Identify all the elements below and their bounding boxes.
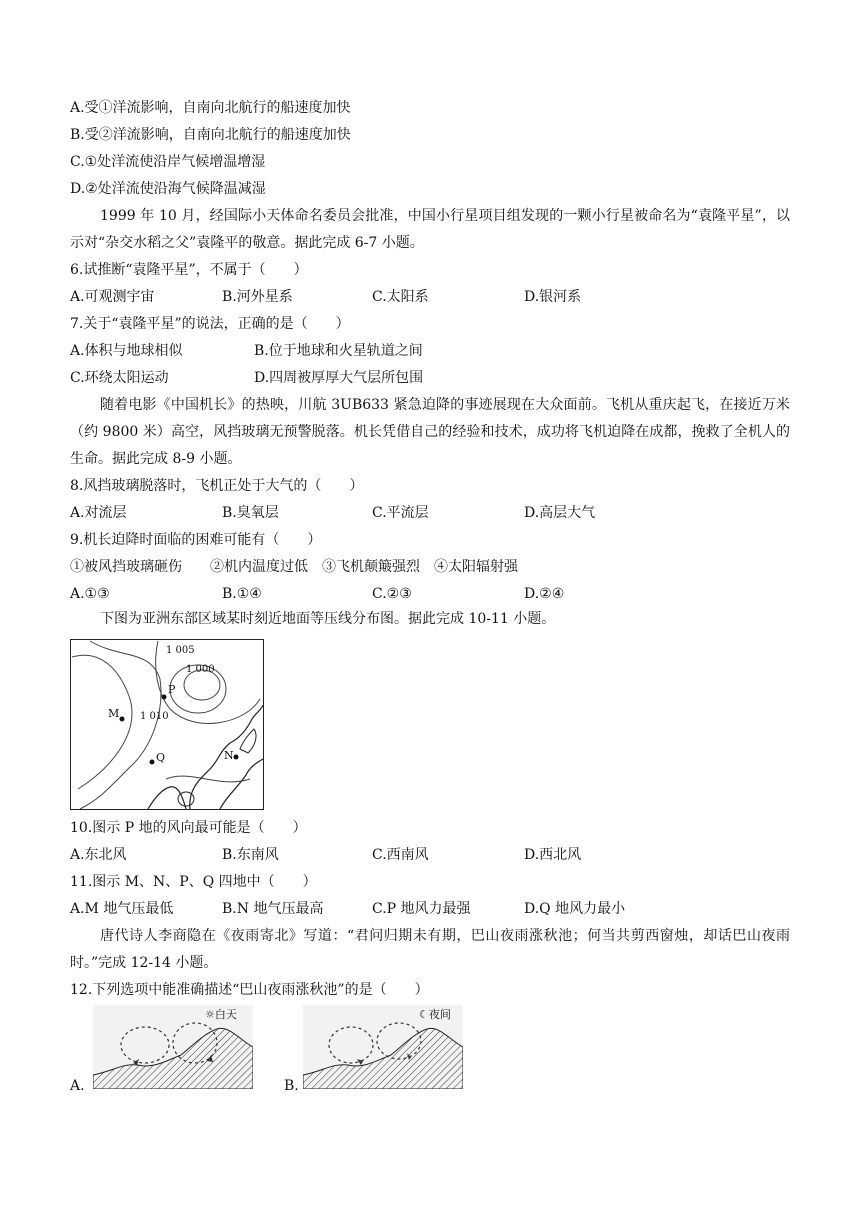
isobar-1005-label: 1 005 (166, 645, 195, 656)
q7-option-d: D.四周被厚厚大气层所包围 (254, 370, 424, 386)
q8-option-b: B.臭氧层 (222, 505, 279, 521)
q8-stem: 8.风挡玻璃脱落时，飞机正处于大气的（ ） (70, 478, 364, 494)
q8-option-c: C.平流层 (372, 505, 429, 521)
point-n-dot (234, 755, 239, 760)
point-p-label: P (168, 683, 176, 696)
isobar-1000-label: 1 000 (186, 664, 215, 675)
q5-option-b: B.受②洋流影响，自南向北航行的船速度加快 (70, 127, 351, 143)
isobar-1010-label: 1 010 (140, 711, 169, 722)
passage-isobar-map: 下图为亚洲东部区域某时刻近地面等压线分布图。据此完成 10-11 小题。 (100, 611, 556, 627)
q9-stem: 9.机长迫降时面临的困难可能有（ ） (70, 532, 322, 548)
q12-figure-b (303, 1005, 463, 1089)
q9-option-b: B.①④ (222, 586, 262, 602)
point-p-dot (162, 695, 167, 700)
moon-icon: ☾ (419, 1008, 429, 1021)
point-m-dot (120, 717, 125, 722)
isobar-map (70, 639, 264, 810)
q5-option-c: C.①处洋流使沿岸气候增温增湿 (70, 154, 266, 170)
point-m-label: M (108, 707, 120, 720)
q6-stem: 6.试推断“袁隆平星”，不属于（ ） (70, 262, 308, 278)
q8-option-a: A.对流层 (70, 505, 127, 521)
point-q-dot (150, 760, 155, 765)
q11-option-c: C.P 地风力最强 (372, 901, 471, 917)
q10-option-c: C.西南风 (372, 847, 429, 863)
q5-option-a: A.受①洋流影响，自南向北航行的船速度加快 (70, 100, 351, 116)
q6-option-a: A.可观测宇宙 (70, 289, 155, 305)
q9-option-a: A.①③ (70, 586, 110, 602)
q8-option-d: D.高层大气 (524, 505, 596, 521)
q12-figure-b-label: B. (284, 1078, 299, 1094)
passage-chinese-captain: 随着电影《中国机长》的热映，川航 3UB633 紧急迫降的事迹展现在大众面前。飞机从重庆起飞，在接近万米（约 9800 米）高空，风挡玻璃无预警脱落。机长凭借自己的经验和技术，成功将飞机迫降在成都，挽救了全机人的生命。据此完成 8-9 小题。 (70, 397, 790, 467)
isobar-map-svg (70, 639, 264, 810)
point-n-label: N (224, 749, 234, 762)
sun-icon: ☼ (205, 1008, 215, 1021)
q11-option-d: D.Q 地风力最小 (524, 901, 626, 917)
q7-option-a: A.体积与地球相似 (70, 343, 183, 359)
q10-stem: 10.图示 P 地的风向最可能是（ ） (70, 820, 307, 836)
q9-option-c: C.②③ (372, 586, 412, 602)
q10-option-d: D.西北风 (524, 847, 582, 863)
daytime-tag: 白天 (214, 1008, 237, 1021)
point-q-label: Q (156, 751, 166, 764)
night-tag: 夜间 (428, 1008, 451, 1021)
q9-option-d: D.②④ (524, 586, 565, 602)
q11-option-b: B.N 地气压最高 (222, 901, 324, 917)
q6-option-d: D.银河系 (524, 289, 582, 305)
q6-option-b: B.河外星系 (222, 289, 293, 305)
q9-choices: ①被风挡玻璃砸伤 ②机内温度过低 ③飞机颠簸强烈 ④太阳辐射强 (70, 559, 518, 575)
q12-figure-a (93, 1005, 253, 1089)
passage-ye-yu-ji-bei: 唐代诗人李商隐在《夜雨寄北》写道：“君问归期未有期，巴山夜雨涨秋池；何当共剪西窗烛，却话巴山夜雨时。”完成 12-14 小题。 (70, 928, 790, 971)
q10-option-b: B.东南风 (222, 847, 279, 863)
passage-yuan-longping: 1999 年 10 月，经国际小天体命名委员会批准，中国小行星项目组发现的一颗小行星被命名为“袁隆平星”，以示对“杂交水稻之父”袁隆平的敬意。据此完成 6-7 小题。 (70, 208, 790, 251)
q12-figure-a-label: A. (70, 1078, 85, 1094)
q11-option-a: A.M 地气压最低 (70, 901, 174, 917)
q6-option-c: C.太阳系 (372, 289, 429, 305)
q5-option-d: D.②处洋流使沿海气候降温减湿 (70, 181, 266, 197)
q7-stem: 7.关于“袁隆平星”的说法，正确的是（ ） (70, 316, 350, 332)
q11-stem: 11.图示 M、N、P、Q 四地中（ ） (70, 874, 317, 890)
q12-stem: 12.下列选项中能准确描述“巴山夜雨涨秋池”的是（ ） (70, 982, 429, 998)
q7-option-b: B.位于地球和火星轨道之间 (254, 343, 423, 359)
q10-option-a: A.东北风 (70, 847, 127, 863)
q7-option-c: C.环绕太阳运动 (70, 370, 169, 386)
